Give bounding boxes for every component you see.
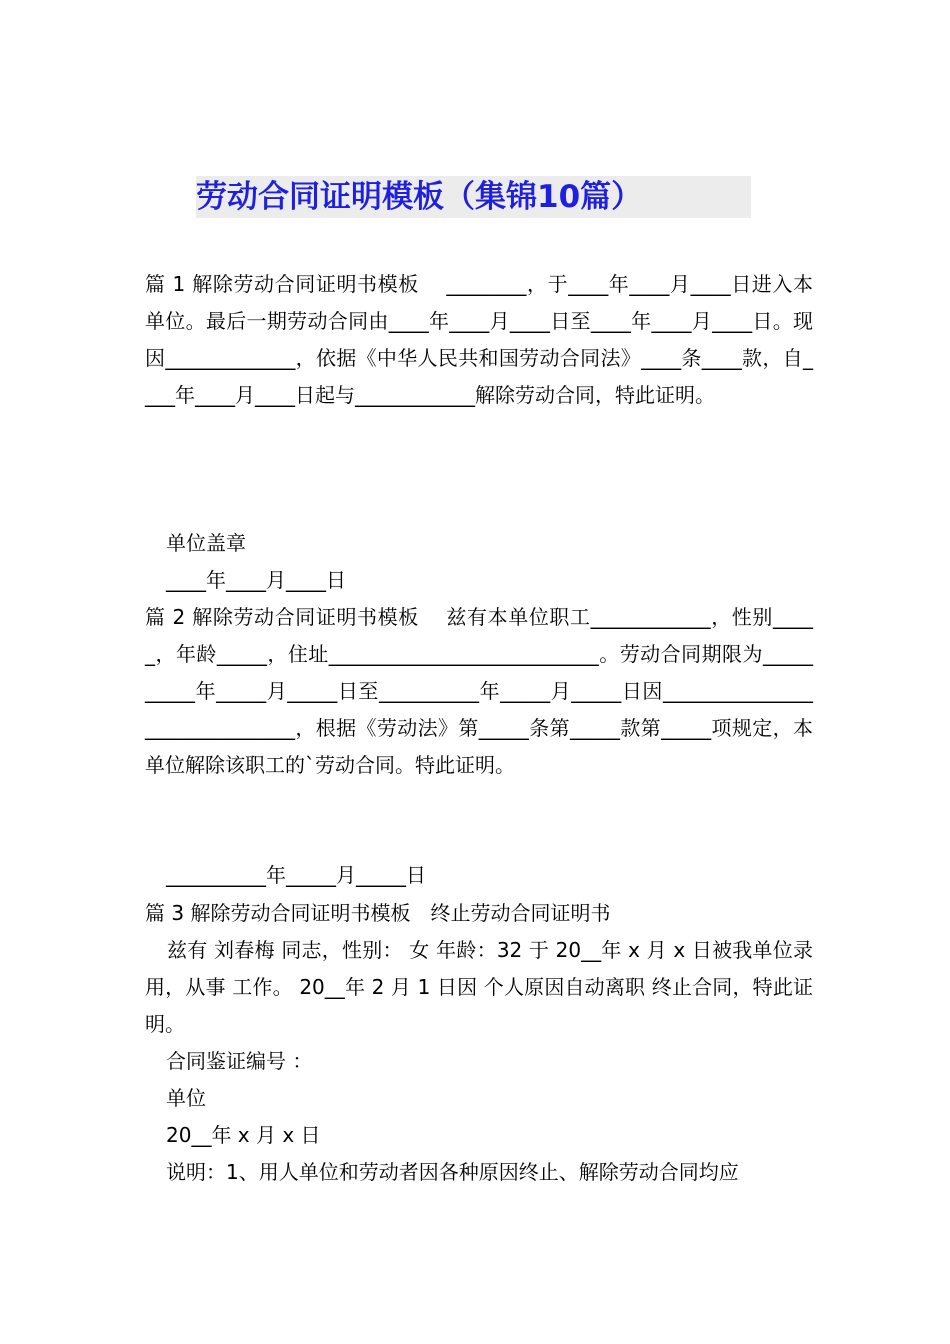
section-3-contract-number: 合同鉴证编号 ： bbox=[166, 1049, 313, 1073]
section-1-seal-label: 单位盖章 bbox=[166, 531, 246, 555]
section-3-heading: 篇 3 解除劳动合同证明书模板 终止劳动合同证明书 bbox=[145, 901, 611, 925]
section-3-note: 说明：1、用人单位和劳动者因各种原因终止、解除劳动合同均应 bbox=[166, 1160, 739, 1184]
document-title: 劳动合同证明模板（集锦10篇） bbox=[196, 176, 751, 218]
section-1-body: 篇 1 解除劳动合同证明书模板 ________，于____年____月____日进入本单位。最后一期劳动合同由____年____月____日至____年____月____日。现因_____________，依据《中华人民共和国劳动合同法》____条____款，自____年____月____日起与____________解除劳动合同，特此证明。 bbox=[145, 272, 813, 407]
section-1-date-line: ____年____月____日 bbox=[166, 568, 346, 592]
section-3-date-line: 20__年 x 月 x 日 bbox=[166, 1123, 321, 1147]
section-3-body: 兹有 刘春梅 同志，性别： 女 年龄：32 于 20__年 x 月 x 日被我单位录用，从事 工作。 20__年 2 月 1 日因 个人原因自动离职 终止合同，特此证明。 bbox=[145, 938, 813, 1036]
section-3-unit: 单位 bbox=[166, 1086, 206, 1110]
section-2-date-line: __________年_____月_____日 bbox=[166, 863, 426, 887]
section-2-body: 篇 2 解除劳动合同证明书模板 兹有本单位职工____________，性别_____，年龄_____，住址___________________________。劳动合同期限为__________年_____月_____日至__________年_____月_____日因______________________________，根据《劳动法》第_____条第_____款第_____项规定，本单位解除该职工的`劳动合同。特此证明。 bbox=[145, 605, 813, 777]
